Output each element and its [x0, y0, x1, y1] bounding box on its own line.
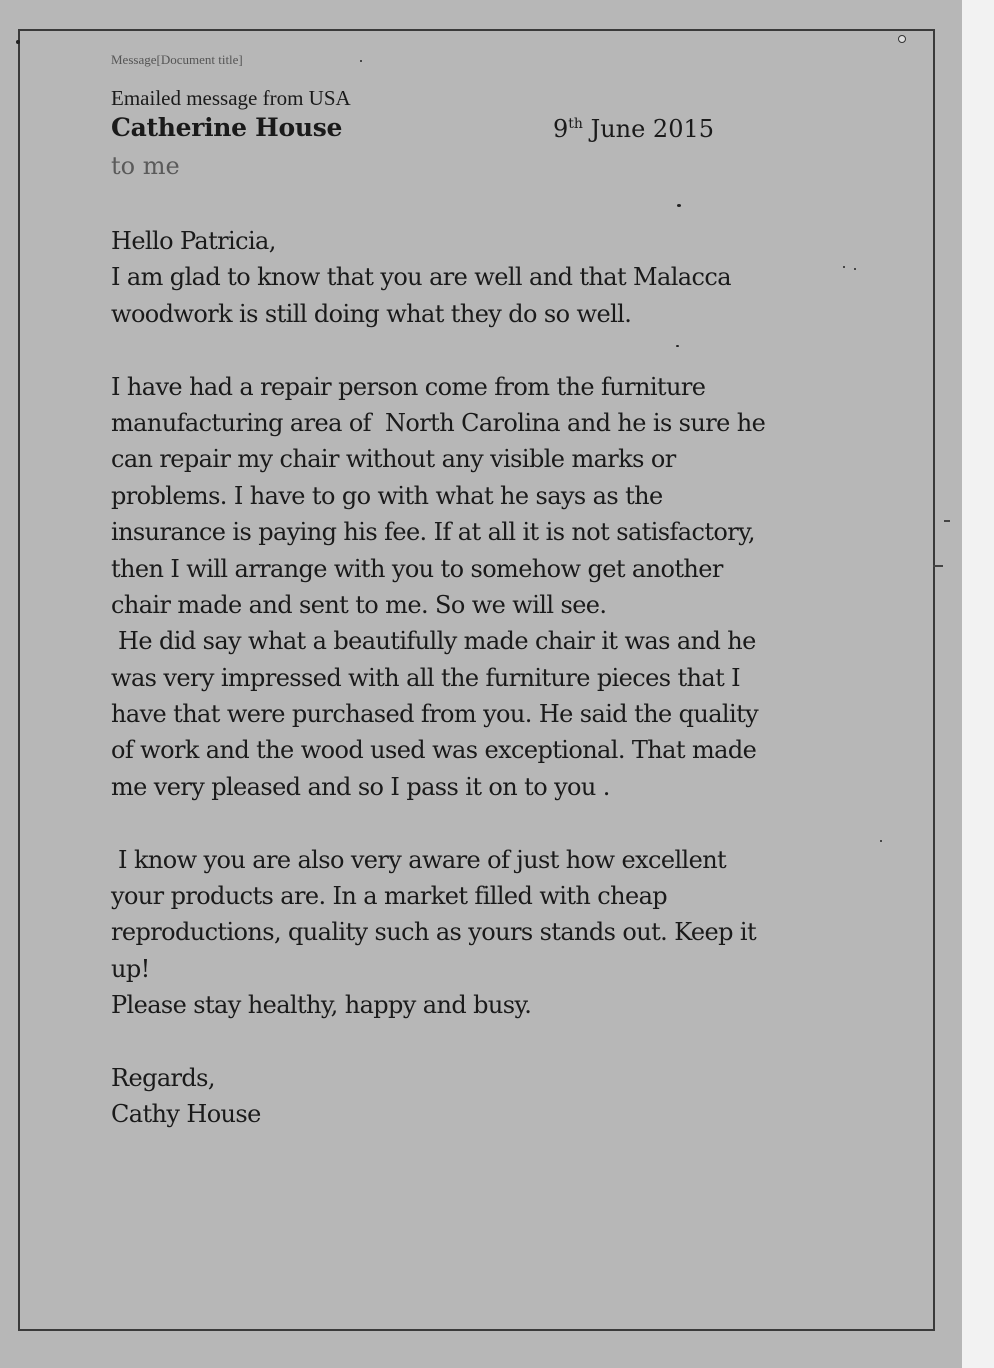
- letter-line: I know you are also very aware of just how excellent: [111, 845, 727, 874]
- scan-speck: [360, 60, 362, 62]
- scan-speck: [16, 40, 20, 44]
- letter-line: was very impressed with all the furniture pieces that I: [111, 663, 741, 692]
- letter-line: Please stay healthy, happy and busy.: [111, 991, 532, 1020]
- letter-line: me very pleased and so I pass it on to you .: [111, 772, 610, 801]
- recipient-line: to me: [111, 152, 180, 180]
- letter-line: insurance is paying his fee. If at all it is not satisfactory,: [111, 518, 755, 547]
- date-day: 9: [553, 115, 569, 143]
- scan-speck: [854, 268, 856, 270]
- letter-line: have that were purchased from you. He said the quality: [111, 700, 759, 729]
- letter-line: manufacturing area of North Carolina and he is sure he: [111, 408, 766, 437]
- date-month-year: June 2015: [582, 115, 715, 143]
- letter-body: [111, 223, 911, 1133]
- scan-speck: [677, 204, 681, 207]
- sender-name: Catherine House: [111, 113, 343, 142]
- scan-speck: [898, 35, 906, 43]
- letter-line: [111, 1024, 911, 1060]
- scan-speck: [880, 840, 882, 842]
- document-title: Message[Document title]: [111, 52, 243, 67]
- letter-line: [111, 332, 911, 368]
- letter-line: of work and the wood used was exceptional. That made: [111, 736, 757, 765]
- letter-line: chair made and sent to me. So we will see.: [111, 590, 607, 619]
- letter-line: can repair my chair without any visible marks or: [111, 445, 676, 474]
- letter-line: Cathy House: [111, 1100, 261, 1129]
- letter-line: Hello Patricia,: [111, 227, 276, 255]
- scan-mark: [933, 565, 943, 567]
- letter-line: reproductions, quality such as yours stands out. Keep it: [111, 918, 757, 947]
- letter-line: problems. I have to go with what he says as the: [111, 481, 663, 510]
- scan-mark: [944, 520, 950, 522]
- letter-line: Regards,: [111, 1063, 215, 1092]
- letter-line: your products are. In a market filled with cheap: [111, 882, 668, 911]
- letter-line: I am glad to know that you are well and that Malacca: [111, 263, 731, 292]
- scan-speck: [843, 266, 845, 268]
- letter-line: [111, 805, 911, 841]
- date-suffix: th: [568, 116, 583, 132]
- letter-line: up!: [111, 954, 150, 983]
- letter-line: then I will arrange with you to somehow get another: [111, 554, 723, 583]
- message-origin: Emailed message from USA: [111, 86, 351, 110]
- scan-speck: [676, 345, 679, 347]
- letter-date: [553, 115, 714, 143]
- letter-line: He did say what a beautifully made chair it was and he: [111, 627, 756, 656]
- letter-line: woodwork is still doing what they do so well.: [111, 299, 632, 328]
- letter-line: I have had a repair person come from the furniture: [111, 372, 706, 401]
